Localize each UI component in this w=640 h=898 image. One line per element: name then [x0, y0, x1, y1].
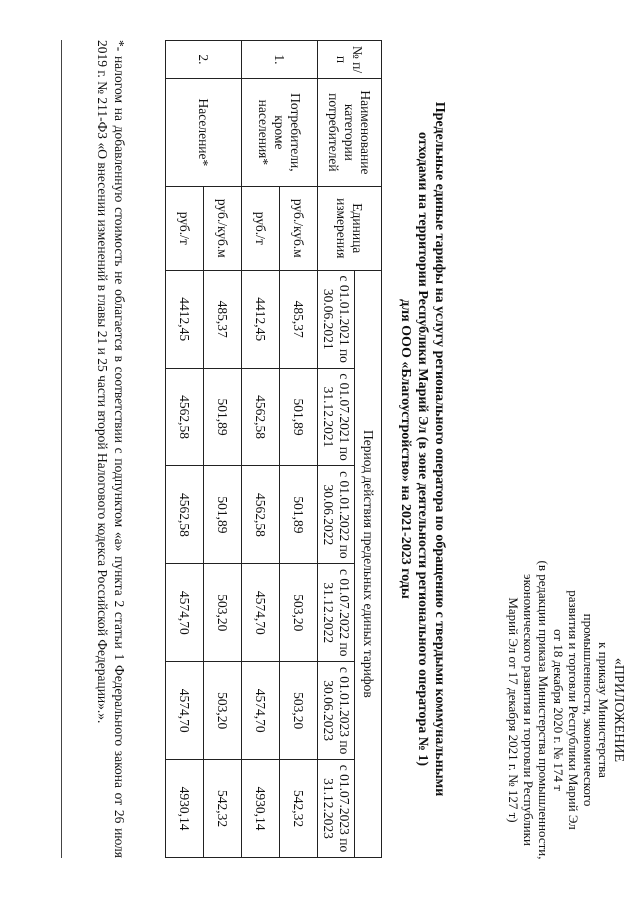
- period-header: с 01.07.2021 по 31.12.2021: [318, 368, 355, 466]
- period-header: с 01.01.2023 по 30.06.2023: [318, 662, 355, 760]
- header-num: № п/п: [318, 41, 382, 79]
- consumer-category: Потребители, кроме населения*: [242, 78, 318, 186]
- unit-cell: руб./куб.м: [204, 186, 242, 270]
- tariff-value: 4562,58: [166, 368, 204, 466]
- appendix-line: (в редакции приказа Министерства промышленности,: [536, 560, 551, 860]
- tariff-value: 4574,70: [242, 564, 280, 662]
- unit-cell: руб./т: [166, 186, 204, 270]
- table-row: [204, 41, 242, 858]
- document-title: [397, 40, 448, 858]
- period-header: с 01.07.2023 по 31.12.2023: [318, 760, 355, 858]
- tariff-value: 4562,58: [242, 368, 280, 466]
- tariff-value: 4574,70: [166, 564, 204, 662]
- appendix-header: [506, 560, 626, 860]
- tariff-value: 485,37: [280, 270, 318, 368]
- row-number: 1.: [242, 41, 318, 79]
- period-header: с 01.01.2021 по 30.06.2021: [318, 270, 355, 368]
- header-category: Наименование категории потребителей: [318, 78, 382, 186]
- tariff-value: 503,20: [280, 564, 318, 662]
- title-line: для ООО «Благоустройство» на 2021-2023 годы: [398, 299, 413, 599]
- tariff-value: 4930,14: [166, 760, 204, 858]
- unit-cell: руб./т: [242, 186, 280, 270]
- tariff-value: 503,20: [280, 662, 318, 760]
- tariff-value: 4574,70: [242, 662, 280, 760]
- tariff-value: 4412,45: [242, 270, 280, 368]
- tariff-value: 501,89: [280, 368, 318, 466]
- page-divider-line: [61, 40, 62, 858]
- tariff-value: 503,20: [204, 662, 242, 760]
- tariff-value: 4562,58: [166, 466, 204, 564]
- header-period: Период действия предельных единых тарифов: [355, 270, 382, 857]
- appendix-line: к приказу Министерства: [596, 642, 611, 778]
- appendix-line: «ПРИЛОЖЕНИЕ: [611, 657, 626, 763]
- tariff-value: 4412,45: [166, 270, 204, 368]
- tariff-value: 501,89: [204, 368, 242, 466]
- title-line: Предельные единые тарифы на услугу регионального оператора по обращению с твердыми коммунальными: [432, 101, 447, 797]
- period-header: с 01.07.2022 по 31.12.2022: [318, 564, 355, 662]
- appendix-line: Марий Эл от 17 декабря 2021 г. № 127 т): [506, 597, 521, 823]
- appendix-line: экономического развития и торговли Республики: [521, 574, 536, 846]
- appendix-line: от 18 декабря 2020 г. № 174 т: [551, 629, 566, 791]
- appendix-line: промышленности, экономического: [581, 613, 596, 807]
- row-number: 2.: [166, 41, 242, 79]
- tariff-value: 485,37: [204, 270, 242, 368]
- header-unit: Единица измерения: [318, 186, 382, 270]
- tariff-table: [165, 40, 382, 858]
- period-header: с 01.01.2022 по 30.06.2022: [318, 466, 355, 564]
- tariff-value: 501,89: [204, 466, 242, 564]
- tariff-value: 4574,70: [166, 662, 204, 760]
- tariff-value: 503,20: [204, 564, 242, 662]
- footnote: *- налогом на добавленную стоимость не облагается в соответствии с подпунктом «а» пункта 2 статьи 1 Федерального закона от 26 июля 2019 г. № 211-ФЗ «О внесении изменений в главы 21 и 25 части второй Налогового кодекса Российской Федерации».».: [95, 40, 127, 858]
- appendix-line: развития и торговли Республики Марий Эл: [566, 590, 581, 830]
- tariff-value: 542,32: [280, 760, 318, 858]
- consumer-category: Население*: [166, 78, 242, 186]
- tariff-value: 542,32: [204, 760, 242, 858]
- tariff-value: 4562,58: [242, 466, 280, 564]
- title-line: отходами на территории Республики Марий Эл (в зоне деятельности регионального оператора № 1): [415, 131, 430, 767]
- unit-cell: руб./куб.м: [280, 186, 318, 270]
- table-row: [280, 41, 318, 858]
- tariff-value: 501,89: [280, 466, 318, 564]
- tariff-value: 4930,14: [242, 760, 280, 858]
